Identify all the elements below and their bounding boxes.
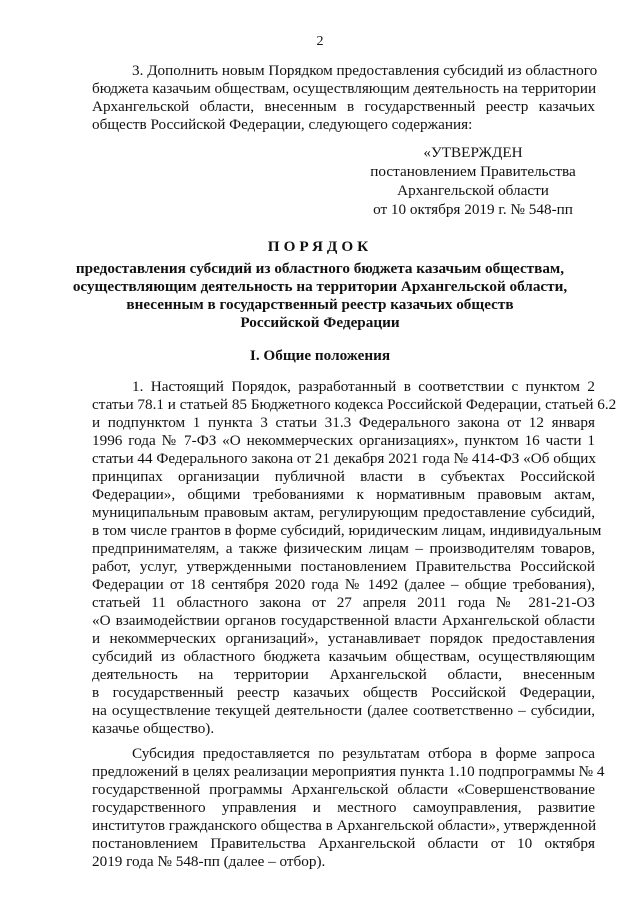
paragraph-line: 2019 года № 548-пп (далее – отбор). bbox=[92, 853, 326, 870]
paragraph-line: муниципальным правовым актам, регулирующим предоставление субсидий, bbox=[92, 504, 595, 521]
paragraph-line: и подпунктом 1 пункта 3 статьи 31.3 Федерального закона от 12 января bbox=[92, 414, 595, 431]
approval-line: от 10 октября 2019 г. № 548-пп bbox=[373, 201, 573, 218]
intro-line: бюджета казачьим обществам, осуществляющим деятельность на территории bbox=[92, 80, 597, 97]
document-subtitle-line: внесенным в государственный реестр казачьих обществ bbox=[126, 296, 514, 313]
paragraph-line: статьей 11 областного закона от 27 апреля 2011 года № 281-21-ОЗ bbox=[92, 594, 595, 611]
paragraph-line: казачье общество). bbox=[92, 720, 215, 737]
page-number: 2 bbox=[316, 34, 324, 49]
section-heading: I. Общие положения bbox=[249, 347, 391, 364]
paragraph-line: постановлением Правительства Архангельской области от 10 октября bbox=[92, 835, 595, 852]
intro-line: Архангельской области, внесенным в государственный реестр казачьих bbox=[92, 98, 595, 115]
paragraph-line: статьи 78.1 и статьей 85 Бюджетного кодекса Российской Федерации, статьей 6.2 bbox=[92, 396, 617, 413]
paragraph-line: институтов гражданского общества в Архангельской области», утвержденной bbox=[92, 817, 597, 834]
paragraph-line: деятельность на территории Архангельской области, внесенным bbox=[92, 666, 595, 683]
paragraph-line: Федерации», общими требованиями к нормативным правовым актам, bbox=[92, 486, 595, 503]
paragraph-line: государственного управления и местного самоуправления, развитие bbox=[92, 799, 595, 816]
document-subtitle-line: Российской Федерации bbox=[240, 314, 400, 331]
paragraph-line: и некоммерческих организаций», устанавливает порядок предоставления bbox=[92, 630, 595, 647]
paragraph-line: Субсидия предоставляется по результатам отбора в форме запроса bbox=[132, 745, 595, 762]
approval-line: Архангельской области bbox=[397, 182, 549, 199]
paragraph-line: статьи 44 Федерального закона от 21 декабря 2021 года № 414-ФЗ «Об общих bbox=[92, 450, 597, 467]
document-title: ПОРЯДОК bbox=[267, 238, 373, 255]
paragraph-line: принципах организации публичной власти в субъектах Российской bbox=[92, 468, 595, 485]
paragraph-line: в государственный реестр казачьих обществ Российской Федерации, bbox=[92, 684, 595, 701]
paragraph-line: «О взаимодействии органов государственной власти Архангельской области bbox=[92, 612, 595, 629]
paragraph-line: 1. Настоящий Порядок, разработанный в соответствии с пунктом 2 bbox=[132, 378, 595, 395]
document-subtitle-line: предоставления субсидий из областного бюджета казачьим обществам, bbox=[75, 260, 565, 277]
paragraph-line: на осуществление текущей деятельности (далее соответственно – субсидии, bbox=[92, 702, 595, 719]
paragraph-line: работ, услуг, утвержденными постановлением Правительства Российской bbox=[92, 558, 595, 575]
document-subtitle-line: осуществляющим деятельность на территории Архангельской области, bbox=[72, 278, 568, 295]
paragraph-line: 1996 года № 7-ФЗ «О некоммерческих организациях», пунктом 16 части 1 bbox=[92, 432, 595, 449]
paragraph-line: субсидий из областного бюджета казачьим обществам, осуществляющим bbox=[92, 648, 595, 665]
paragraph-line: в том числе грантов в форме субсидий, юридическим лицам, индивидуальным bbox=[92, 522, 602, 539]
paragraph-line: Федерации от 18 сентября 2020 года № 1492 (далее – общие требования), bbox=[92, 576, 595, 593]
paragraph-line: предпринимателям, а также физическим лицам – производителям товаров, bbox=[92, 540, 595, 557]
intro-line: обществ Российской Федерации, следующего содержания: bbox=[92, 116, 473, 133]
paragraph-line: государственной программы Архангельской области «Совершенствование bbox=[92, 781, 595, 798]
approval-line: постановлением Правительства bbox=[370, 163, 576, 180]
paragraph-line: предложений в целях реализации мероприятия пункта 1.10 подпрограммы № 4 bbox=[92, 763, 605, 780]
approval-line: «УТВЕРЖДЕН bbox=[423, 144, 523, 161]
intro-line: 3. Дополнить новым Порядком предоставления субсидий из областного bbox=[132, 62, 598, 79]
